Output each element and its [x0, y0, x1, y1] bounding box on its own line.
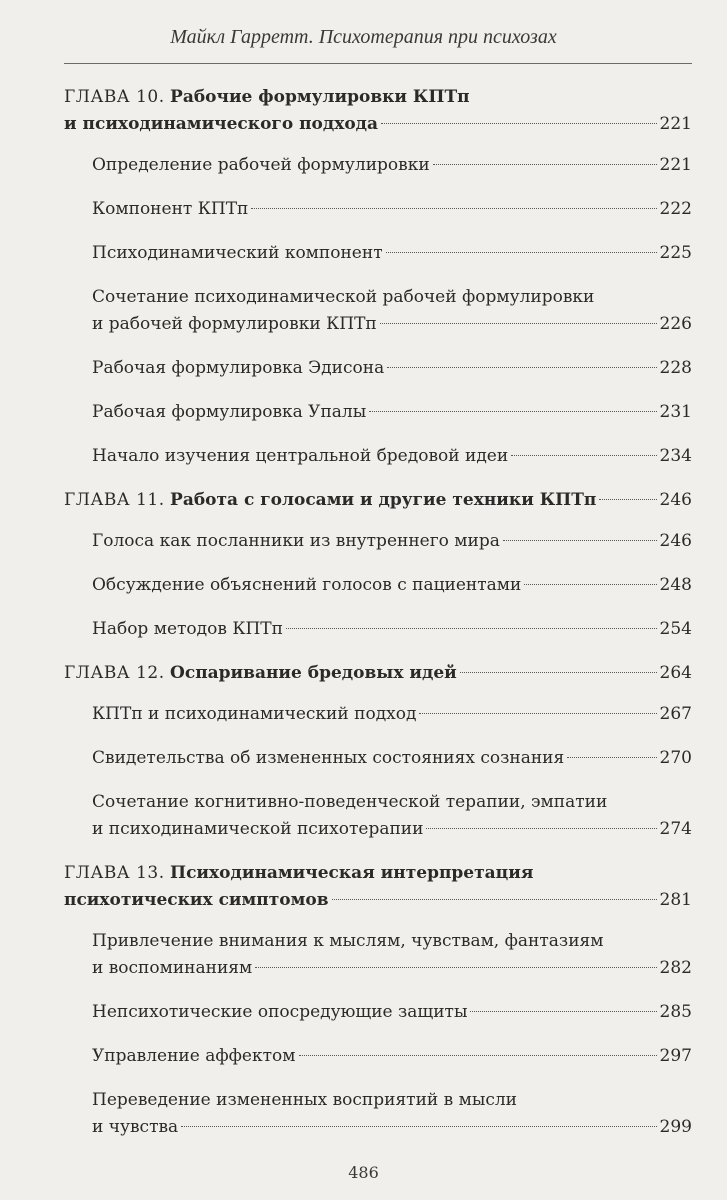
- section-page-number: 228: [659, 358, 692, 378]
- dot-leader: [419, 713, 656, 714]
- chapter-title-line: [64, 111, 692, 138]
- section-page-number: 267: [659, 704, 692, 724]
- section-title: Психодинамический компонент: [92, 243, 383, 263]
- section-title-line: [92, 745, 692, 772]
- dot-leader: [380, 323, 657, 324]
- chapter-title-line: [64, 860, 692, 887]
- table-of-contents: [64, 84, 692, 1158]
- chapter-title-text: [64, 887, 329, 914]
- section-entry: [64, 999, 692, 1026]
- section-title-line: [92, 1043, 692, 1070]
- chapter-page-number: 246: [659, 490, 692, 510]
- dot-leader: [433, 164, 657, 165]
- chapter-page-number: 221: [659, 114, 692, 134]
- section-entry: [64, 1087, 692, 1141]
- section-page-number: 234: [659, 446, 692, 466]
- chapter-label: ГЛАВА 10.: [64, 87, 165, 107]
- chapter-block: [64, 84, 692, 470]
- section-title: и чувства: [92, 1117, 179, 1137]
- section-title-line: [92, 311, 692, 338]
- section-title: Голоса как посланники из внутреннего мира: [92, 531, 500, 551]
- running-header: [0, 26, 727, 49]
- section-page-number: 231: [659, 402, 692, 422]
- section-title-line: [92, 196, 692, 223]
- section-title-line: [92, 399, 692, 426]
- dot-leader: [332, 899, 657, 900]
- chapter-title-line: [64, 660, 692, 687]
- section-title-line: [92, 240, 692, 267]
- dot-leader: [524, 584, 656, 585]
- section-title-line: [92, 999, 692, 1026]
- section-page-number: 225: [659, 243, 692, 263]
- section-title-line: [92, 572, 692, 599]
- dot-leader: [567, 757, 656, 758]
- dot-leader: [286, 628, 657, 629]
- section-page-number: 299: [659, 1117, 692, 1137]
- section-entry: [64, 152, 692, 179]
- chapter-entry: [64, 660, 692, 687]
- section-entry: [64, 789, 692, 843]
- chapter-title-text: [64, 863, 533, 883]
- section-title: Обсуждение объяснений голосов с пациентами: [92, 575, 522, 595]
- chapter-title: Рабочие формулировки КПТп: [170, 87, 470, 107]
- dot-leader: [299, 1055, 657, 1056]
- section-entry: [64, 196, 692, 223]
- section-title-line: [92, 284, 692, 311]
- header-author: Майкл Гарретт.: [170, 26, 314, 48]
- section-page-number: 285: [659, 1002, 692, 1022]
- chapter-title-text: [64, 111, 378, 138]
- dot-leader: [599, 499, 656, 500]
- chapter-title: Психодинамическая интерпретация: [170, 863, 534, 883]
- section-title: Компонент КПТп: [92, 199, 249, 219]
- chapter-label: ГЛАВА 11.: [64, 490, 165, 510]
- section-entry: [64, 240, 692, 267]
- chapter-title-text: [64, 660, 457, 687]
- section-entry: [64, 701, 692, 728]
- dot-leader: [369, 411, 656, 412]
- chapter-title: и психодинамического подхода: [64, 114, 379, 134]
- chapter-block: [64, 660, 692, 843]
- section-page-number: 270: [659, 748, 692, 768]
- dot-leader: [381, 123, 657, 124]
- header-rule: [64, 63, 692, 64]
- section-title-line: [92, 789, 692, 816]
- chapter-block: [64, 860, 692, 1141]
- section-entry: [64, 616, 692, 643]
- section-page-number: 282: [659, 958, 692, 978]
- section-entry: [64, 572, 692, 599]
- section-entry: [64, 1043, 692, 1070]
- dot-leader: [511, 455, 656, 456]
- section-title: Набор методов КПТп: [92, 619, 283, 639]
- section-title: Управление аффектом: [92, 1046, 296, 1066]
- chapter-title-line: [64, 887, 692, 914]
- section-title-line: [92, 152, 692, 179]
- dot-leader: [503, 540, 657, 541]
- section-page-number: 274: [659, 819, 692, 839]
- section-page-number: 246: [659, 531, 692, 551]
- section-entry: [64, 745, 692, 772]
- section-entry: [64, 928, 692, 982]
- section-title: Переведение измененных восприятий в мысли: [92, 1090, 518, 1110]
- section-page-number: 297: [659, 1046, 692, 1066]
- section-title-line: [92, 443, 692, 470]
- dot-leader: [181, 1126, 656, 1127]
- section-title: Рабочая формулировка Упалы: [92, 402, 367, 422]
- section-title: Привлечение внимания к мыслям, чувствам, фантазиям: [92, 931, 604, 951]
- chapter-label: ГЛАВА 12.: [64, 663, 165, 683]
- chapter-title: Оспаривание бредовых идей: [170, 663, 457, 683]
- section-entry: [64, 399, 692, 426]
- section-title: Свидетельства об измененных состояниях сознания: [92, 748, 565, 768]
- section-entry: [64, 355, 692, 382]
- section-title-line: [92, 1114, 692, 1141]
- section-page-number: 254: [659, 619, 692, 639]
- section-title: Определение рабочей формулировки: [92, 155, 430, 175]
- header-book-title: Психотерапия при психозах: [318, 26, 557, 48]
- section-title-line: [92, 816, 692, 843]
- section-title-line: [92, 616, 692, 643]
- section-title: Рабочая формулировка Эдисона: [92, 358, 385, 378]
- dot-leader: [387, 367, 656, 368]
- section-entry: [64, 528, 692, 555]
- section-title-line: [92, 1087, 692, 1114]
- chapter-entry: [64, 84, 692, 138]
- chapter-label: ГЛАВА 13.: [64, 863, 165, 883]
- chapter-title-text: [64, 87, 470, 107]
- chapter-page-number: 264: [659, 663, 692, 683]
- chapter-title-text: [64, 487, 596, 514]
- chapter-page-number: 281: [659, 890, 692, 910]
- section-title: и психодинамической психотерапии: [92, 819, 424, 839]
- section-page-number: 222: [659, 199, 692, 219]
- dot-leader: [460, 672, 657, 673]
- section-entry: [64, 284, 692, 338]
- section-title-line: [92, 355, 692, 382]
- chapter-block: [64, 487, 692, 643]
- dot-leader: [255, 967, 656, 968]
- section-title: Сочетание когнитивно-поведенческой терапии, эмпатии: [92, 792, 608, 812]
- chapter-title-line: [64, 487, 692, 514]
- section-title: и рабочей формулировки КПТп: [92, 314, 377, 334]
- section-title-line: [92, 955, 692, 982]
- section-page-number: 221: [659, 155, 692, 175]
- section-title-line: [92, 528, 692, 555]
- dot-leader: [251, 208, 656, 209]
- section-page-number: 248: [659, 575, 692, 595]
- section-title-line: [92, 928, 692, 955]
- section-page-number: 226: [659, 314, 692, 334]
- chapter-title: психотических симптомов: [64, 890, 329, 910]
- section-title: Сочетание психодинамической рабочей формулировки: [92, 287, 595, 307]
- section-title: Начало изучения центральной бредовой идеи: [92, 446, 509, 466]
- dot-leader: [386, 252, 657, 253]
- section-entry: [64, 443, 692, 470]
- page-number: 486: [348, 1163, 379, 1182]
- dot-leader: [426, 828, 656, 829]
- section-title-line: [92, 701, 692, 728]
- section-title: Непсихотические опосредующие защиты: [92, 1002, 468, 1022]
- chapter-title: Работа с голосами и другие техники КПТп: [170, 490, 597, 510]
- section-title: и воспоминаниям: [92, 958, 253, 978]
- chapter-title-line: [64, 84, 692, 111]
- dot-leader: [470, 1011, 656, 1012]
- chapter-entry: [64, 487, 692, 514]
- section-title: КПТп и психодинамический подход: [92, 704, 417, 724]
- chapter-entry: [64, 860, 692, 914]
